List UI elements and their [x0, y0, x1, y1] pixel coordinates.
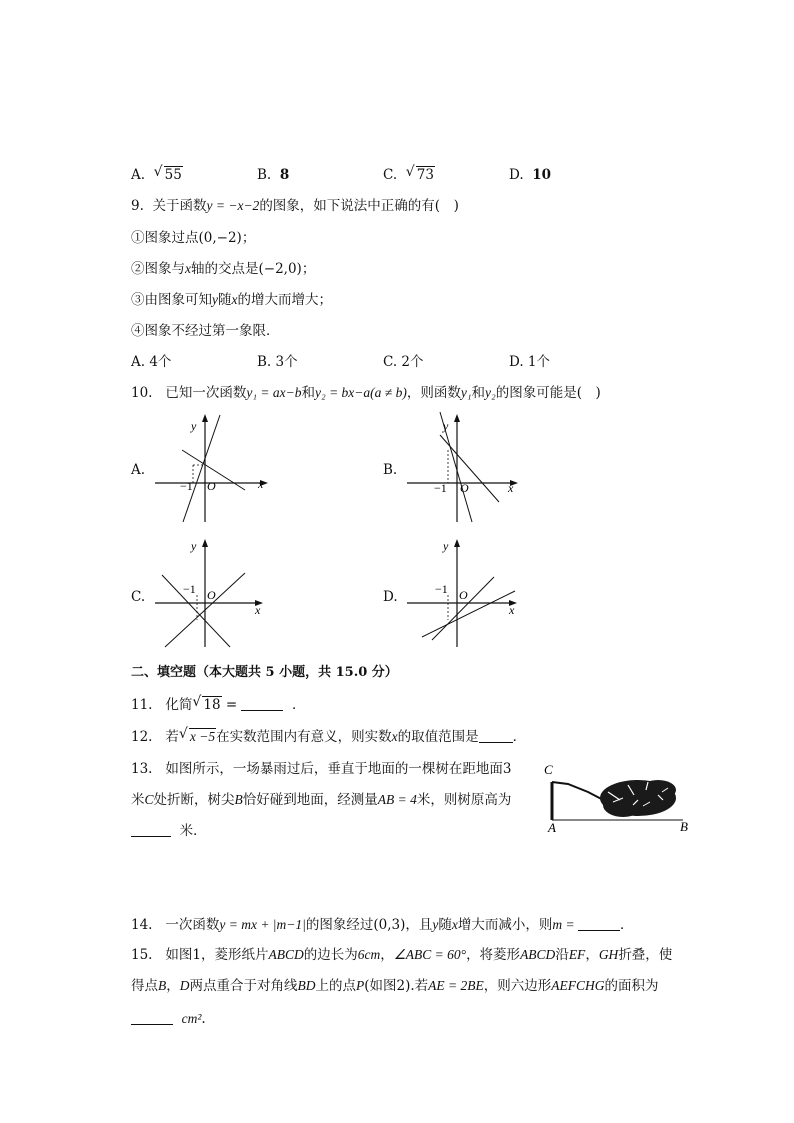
- q10-graph-c: [150, 535, 275, 655]
- answer-blank: [578, 916, 620, 931]
- y-axis-label: y: [191, 419, 197, 433]
- sqrt-symbol: √ 73: [405, 164, 434, 183]
- q9-option-a: A. 4个: [131, 354, 172, 370]
- origin-label: O: [459, 588, 468, 602]
- q14: 14. 一次函数y = mx + |m−1|的图象经过(0,3)，且y随x增大而减小，则m = ．: [131, 917, 634, 933]
- sqrt-symbol: √ x −5: [178, 726, 216, 744]
- answer-blank: [131, 1010, 173, 1025]
- answer-blank: [131, 822, 171, 837]
- q9-option-d: D. 1个: [509, 354, 551, 370]
- q12: 12. 若 √ x −5在实数范围内有意义，则实数x的取值范围是 ．: [131, 726, 527, 745]
- q9-option-b: B. 3个: [257, 354, 298, 370]
- neg1-label: −1: [180, 479, 193, 493]
- point-b-label: B: [680, 819, 688, 834]
- answer-blank: [241, 696, 283, 711]
- y-axis-label: y: [443, 419, 449, 433]
- sqrt-symbol: √ 18: [192, 694, 221, 713]
- q9-statement-2: ②图象与x轴的交点是(−2,0)；: [131, 261, 316, 277]
- x-axis-label: x: [509, 603, 515, 617]
- q15-line-2: 得点B，D两点重合于对角线BD上的点P(如图2).若AE = 2BE，则六边形AEFCHG的面积为: [131, 978, 659, 994]
- point-a-label: A: [548, 820, 556, 835]
- y-axis-label: y: [191, 539, 197, 553]
- q8-option-b: B. 8: [257, 167, 290, 183]
- tree-crown-icon: [600, 780, 676, 817]
- sqrt-symbol: √ 55: [153, 164, 182, 183]
- q9-statement-4: ④图象不经过第一象限．: [131, 323, 280, 339]
- q15-line-1: 15. 如图1，菱形纸片ABCD的边长为6cm，∠ABC = 60°，将菱形ABCD沿EF，GH折叠，使: [131, 947, 673, 963]
- q8-option-c: C. √ 73: [383, 164, 434, 183]
- x-axis-label: x: [255, 603, 261, 617]
- q11: 11. 化简 √ 18 = ．: [131, 694, 306, 713]
- q9-stem: 9. 关于函数y = −x−2的图象，如下说法中正确的有( ): [131, 198, 459, 214]
- q9-statement-3: ③由图象可知y随x的增大而增大；: [131, 292, 332, 308]
- q13-line-1: 13. 如图所示，一场暴雨过后，垂直于地面的一棵树在距地面3: [131, 761, 512, 777]
- origin-label: O: [207, 479, 216, 493]
- q10-graph-b: [402, 410, 527, 528]
- q9-statement-1: ①图象过点(0,−2)；: [131, 230, 256, 246]
- neg1-label: −1: [435, 582, 448, 596]
- point-c-label: C: [544, 762, 553, 777]
- q9-option-c: C. 2个: [383, 354, 424, 370]
- neg1-label: −1: [434, 481, 447, 495]
- x-axis-label: x: [258, 477, 264, 491]
- q8-option-a: A. √ 55: [131, 164, 182, 183]
- origin-label: O: [207, 588, 216, 602]
- q15-line-3: cm².: [131, 1010, 206, 1028]
- q10-option-d-label: D.: [383, 589, 398, 605]
- q13-line-3: 米．: [131, 822, 207, 840]
- section-2-title: 二、填空题（本大题共 5 小题，共 15.0 分）: [131, 665, 398, 680]
- neg1-label: −1: [183, 582, 196, 596]
- origin-label: O: [460, 481, 469, 495]
- x-axis-label: x: [508, 481, 514, 495]
- q10-option-b-label: B.: [383, 462, 398, 478]
- y-axis-label: y: [443, 539, 449, 553]
- q10-option-c-label: C.: [131, 589, 146, 605]
- answer-blank: [479, 728, 513, 743]
- q13-line-2: 米C处折断，树尖B恰好碰到地面，经测量AB = 4米，则树原高为: [131, 792, 512, 808]
- q10-graph-a: [150, 410, 275, 528]
- q10-stem: 10. 已知一次函数y₁ = ax−b和y₂ = bx−a(a ≠ b)，则函数y₁和y₂的图象可能是( ): [131, 385, 601, 401]
- q10-graph-d: [402, 535, 527, 655]
- q13-tree-figure: [538, 760, 698, 840]
- q10-option-a-label: A.: [131, 462, 146, 478]
- q8-option-d: D. 10: [509, 167, 552, 183]
